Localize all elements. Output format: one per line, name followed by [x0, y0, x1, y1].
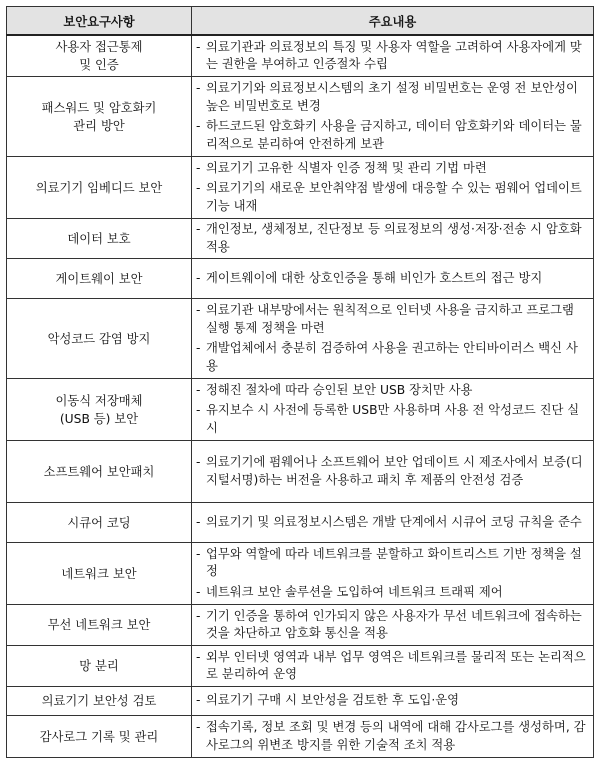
requirement-cell	[7, 441, 192, 503]
content-item	[196, 584, 589, 602]
security-requirements-table	[6, 6, 594, 758]
content-item	[196, 118, 589, 153]
requirement-label: 의료기기 보안성 검토	[41, 694, 157, 708]
bullet-dash: -	[196, 222, 201, 236]
requirement-label: 게이트웨이 보안	[55, 271, 143, 286]
bullet-dash: -	[196, 584, 201, 599]
content-item	[196, 270, 589, 288]
requirement-label: 무선 네트워크 보안	[47, 618, 151, 632]
requirement-label: (USB 등) 보안	[59, 411, 139, 426]
content-text: 접속기록, 정보 조회 및 변경 등의 내역에 대해 감사로그를 생성하며, 감사로그의 위변조 방지를 위한 기술적 조치 적용	[206, 720, 586, 752]
requirement-label: 의료기기 임베디드 보안	[35, 180, 163, 195]
content-cell	[192, 646, 594, 687]
table-row	[7, 299, 594, 379]
content-item	[196, 546, 589, 581]
requirement-cell	[7, 379, 192, 441]
requirement-cell	[7, 687, 192, 716]
bullet-dash: -	[196, 341, 201, 355]
requirement-cell	[7, 605, 192, 646]
requirement-cell	[7, 219, 192, 259]
table-row	[7, 77, 594, 157]
content-item	[196, 514, 589, 532]
content-text: 의료기관 내부망에서는 원칙적으로 인터넷 사용을 금지하고 프로그램 실행 통제 정책을 마련	[206, 303, 574, 335]
bullet-dash: -	[196, 403, 201, 418]
requirement-label: 네트워크 보안	[61, 566, 137, 581]
content-text: 개인정보, 생체정보, 진단정보 등 의료정보의 생성·저장·전송 시 암호화 적용	[206, 222, 582, 254]
requirement-label: 시큐어 코딩	[67, 515, 131, 530]
content-text: 의료기기의 새로운 보안취약점 발생에 대응할 수 있는 펌웨어 업데이트 기능 내재	[206, 181, 582, 213]
content-item	[196, 180, 589, 215]
content-cell	[192, 503, 594, 543]
content-cell	[192, 441, 594, 503]
content-text: 네트워크 보안 솔루션을 도입하여 네트워크 트래픽 제어	[206, 584, 503, 599]
content-cell	[192, 687, 594, 716]
bullet-dash: -	[196, 720, 201, 734]
content-text: 정해진 절차에 따라 승인된 보안 USB 장치만 사용	[206, 382, 473, 397]
bullet-dash: -	[196, 160, 201, 175]
content-cell	[192, 299, 594, 379]
requirement-label: 및 인증	[79, 58, 119, 72]
header-row	[7, 7, 594, 36]
header-content: 주요내용	[192, 7, 594, 36]
content-cell	[192, 157, 594, 219]
content-item	[196, 160, 589, 178]
table-row	[7, 646, 594, 687]
requirement-cell	[7, 35, 192, 77]
requirement-label: 소프트웨어 보안패치	[43, 464, 155, 479]
content-text: 하드코드된 암호화키 사용을 금지하고, 데이터 암호화키와 데이터는 물리적으로 분리하여 안전하게 보관	[206, 119, 582, 151]
bullet-dash: -	[196, 693, 201, 708]
content-cell	[192, 379, 594, 441]
requirement-cell	[7, 716, 192, 758]
bullet-dash: -	[196, 81, 201, 95]
table-row	[7, 259, 594, 299]
bullet-dash: -	[196, 181, 201, 196]
content-item	[196, 382, 589, 400]
content-item	[196, 80, 589, 115]
content-item	[196, 402, 589, 437]
bullet-dash: -	[196, 39, 201, 54]
table-row	[7, 157, 594, 219]
content-text: 업무와 역할에 따라 네트워크를 분할하고 화이트리스트 기반 정책을 설정	[206, 546, 582, 579]
table-row	[7, 605, 594, 646]
requirement-label: 감사로그 기록 및 관리	[39, 729, 159, 744]
content-text: 개발업체에서 충분히 검증하여 사용을 권고하는 안티바이러스 백신 사용	[206, 341, 578, 373]
requirement-cell	[7, 503, 192, 543]
requirement-label: 패스워드 및 암호화키	[41, 100, 157, 115]
bullet-dash: -	[196, 119, 201, 133]
content-item	[196, 454, 589, 489]
content-item	[196, 39, 589, 74]
content-item	[196, 719, 589, 754]
requirement-cell	[7, 299, 192, 379]
bullet-dash: -	[196, 270, 201, 285]
table-row	[7, 219, 594, 259]
bullet-dash: -	[196, 382, 201, 397]
content-item	[196, 692, 589, 710]
content-item	[196, 608, 589, 643]
table-row	[7, 441, 594, 503]
content-cell	[192, 543, 594, 605]
content-text: 기기 인증을 통하여 인가되지 않은 사용자가 무선 네트워크에 접속하는 것을 차단하고 암호화 통신을 적용	[206, 608, 582, 640]
content-text: 외부 인터넷 영역과 내부 업무 영역은 네트워크를 물리적 또는 논리적으로 분리하여 운영	[206, 649, 586, 681]
content-text: 유지보수 시 사전에 등록한 USB만 사용하며 사용 전 악성코드 진단 실시	[206, 403, 580, 435]
bullet-dash: -	[196, 608, 201, 623]
content-text: 게이트웨이에 대한 상호인증을 통해 비인가 호스트의 접근 방지	[206, 270, 543, 285]
table-row	[7, 379, 594, 441]
content-cell	[192, 716, 594, 758]
requirement-label: 망 분리	[79, 659, 119, 673]
requirement-label: 데이터 보호	[67, 231, 131, 246]
header-requirement: 보안요구사항	[7, 7, 192, 36]
requirement-label: 이동식 저장매체	[55, 393, 143, 408]
content-text: 의료기기 고유한 식별자 인증 정책 및 관리 기법 마련	[206, 160, 487, 175]
requirement-label: 관리 방안	[73, 118, 125, 133]
content-cell	[192, 605, 594, 646]
table-body	[7, 35, 594, 758]
content-item	[196, 221, 589, 256]
table-row	[7, 35, 594, 77]
content-text: 의료기기에 펌웨어나 소프트웨어 보안 업데이트 시 제조사에서 보증(디지털서명)하는 버전을 사용하고 패치 후 제품의 안전성 검증	[206, 455, 583, 487]
table-row	[7, 687, 594, 716]
content-text: 의료기기 및 의료정보시스템은 개발 단계에서 시큐어 코딩 규칙을 준수	[206, 514, 582, 529]
requirement-cell	[7, 157, 192, 219]
bullet-dash: -	[196, 514, 201, 529]
content-cell	[192, 77, 594, 157]
content-text: 의료기기 구매 시 보안성을 검토한 후 도입·운영	[206, 693, 460, 708]
requirement-cell	[7, 259, 192, 299]
table-row	[7, 716, 594, 758]
requirement-cell	[7, 543, 192, 605]
bullet-dash: -	[196, 303, 201, 317]
bullet-dash: -	[196, 649, 201, 664]
content-cell	[192, 219, 594, 259]
content-text: 의료기기와 의료정보시스템의 초기 설정 비밀번호는 운영 전 보안성이 높은 비밀번호로 변경	[206, 81, 578, 113]
bullet-dash: -	[196, 455, 201, 469]
content-item	[196, 649, 589, 684]
content-item	[196, 340, 589, 375]
table-row	[7, 503, 594, 543]
requirement-cell	[7, 646, 192, 687]
requirement-label: 사용자 접근통제	[55, 40, 143, 54]
content-cell	[192, 259, 594, 299]
content-cell	[192, 35, 594, 77]
requirement-cell	[7, 77, 192, 157]
table-row	[7, 543, 594, 605]
content-item	[196, 302, 589, 337]
requirement-label: 악성코드 감염 방지	[47, 331, 151, 346]
content-text: 의료기관과 의료정보의 특징 및 사용자 역할을 고려하여 사용자에게 맞는 권한을 부여하고 인증절차 수립	[206, 39, 582, 71]
bullet-dash: -	[196, 546, 201, 561]
